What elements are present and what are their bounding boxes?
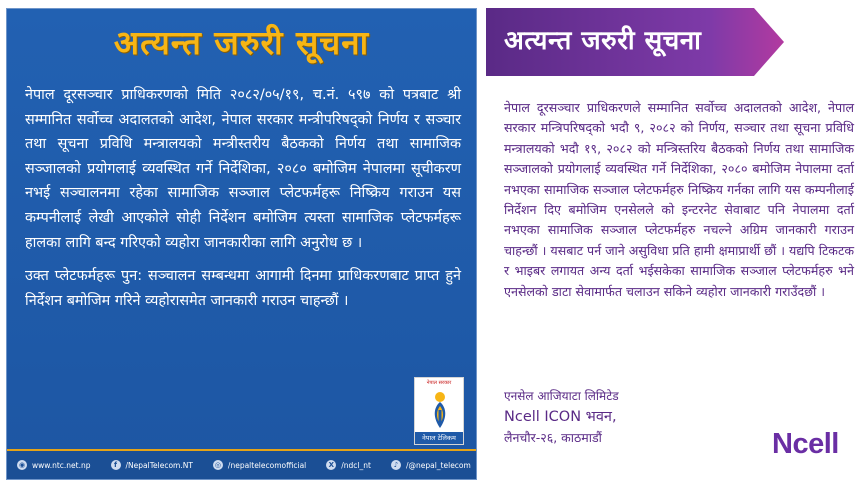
signature-company: एनसेल आजियाटा लिमिटेड (504, 389, 619, 403)
signature-address: लैनचौर-२६, काठमाडौं (504, 430, 602, 445)
nt-body (25, 83, 461, 322)
nt-logo-top-text: नेपाल सरकार (426, 380, 452, 386)
ncell-notice (486, 8, 862, 480)
nt-title: अत्यन्त जरुरी सूचना (113, 23, 370, 62)
ncell-title-banner (486, 8, 790, 76)
tiktok-icon: ♪ (391, 460, 401, 470)
social-link-text: /@nepal_telecom (405, 460, 471, 470)
social-link-text: /nepaltelecomofficial (227, 460, 307, 470)
nt-paragraph-1: नेपाल दूरसञ्चार प्राधिकरणको मिति २०८२/०५/१९, च.नं. ५९७ को पत्रबाट श्री सम्मानित सर्वोच्च अदालतको आदेश, नेपाल सरकार मन्त्रीपरिषद्को निर्णय र सञ्चार तथा सूचना प्रविधि मन्त्रालयको मन्त्रीस्तरीय बैठकको निर्णय तथा सामाजिक सञ्जालको प्रयोगलाई व्यवस्थित गर्ने निर्देशिका, २०८० बमोजिम नेपालमा सूचीकरण नभई सञ्चालनमा रहेका सामाजिक सञ्जाल प्लेटफर्महरू निष्क्रिय गराउन यस कम्पनीलाई लेखी आएकोले सोही निर्देशन बमोजिम त्यस्ता सामाजिक प्लेटफर्महरू हालका लागि बन्द गरिएको व्यहोरा जानकारीका लागि अनुरोध छ । (25, 87, 461, 251)
social-link-text: /ndcl_nt (341, 460, 371, 470)
nepal-telecom-logo (414, 377, 464, 445)
ncell-body: नेपाल दूरसञ्चार प्राधिकरणले सम्मानित सर्वोच्च अदालतको आदेश, नेपाल सरकार मन्त्रिपरिषद्को भदौ ९, २०८२ को निर्णय, सञ्चार तथा सूचना प्रविधि मन्त्रालयको भदौ १९, २०८२ को मन्त्रिस्तरिय बैठकको निर्णय तथा सामाजिक सञ्जालको प्रयोगलाई व्यवस्थित गर्ने निर्देशिका, २०८० बमोजिम नेपालमा दर्ता नभएका सामाजिक सञ्जाल प्लेटफर्महरु निष्क्रिय गर्नका लागि यस कम्पनीलाई निर्देशन दिए बमोजिम एनसेलले को इन्टरनेट सेवाबाट पनि नेपालमा दर्ता नभएका सामाजिक सञ्जाल प्लेटफर्महरु नचल्ने अग्रिम जानकारी गराउन चाहन्छौं । यसबाट पर्न जाने असुविधा प्रति हामी क्षमाप्रार्थी छौं । यद्यपि टिकटक र भाइबर लगायत अन्य दर्ता भईसकेका सामाजिक सञ्जाल प्लेटफर्महरु भने एनसेलको डाटा सेवामार्फत चलाउन सकिने व्यहोरा जानकारी गराउँदछौं । (504, 100, 854, 299)
ncell-logo: Ncell (772, 428, 839, 460)
social-link-text: www.ntc.net.np (32, 460, 91, 470)
nt-logo-text: नेपाल टेलिकम (415, 432, 463, 444)
signature-building: Ncell ICON भवन, (504, 409, 617, 425)
nepal-telecom-emblem-icon (423, 388, 457, 432)
nt-footer (7, 449, 476, 479)
globe-icon: ◉ (18, 461, 26, 469)
nt-title-bar (7, 15, 476, 71)
social-link-facebook[interactable] (111, 460, 193, 470)
social-link-tiktok[interactable] (391, 460, 471, 470)
ncell-signature (504, 386, 619, 448)
x-icon: X (326, 460, 336, 470)
social-link-website[interactable] (17, 460, 91, 470)
social-link-x[interactable] (326, 460, 371, 470)
facebook-icon: f (111, 460, 121, 470)
social-link-instagram[interactable] (213, 460, 306, 470)
nt-paragraph-2: उक्त प्लेटफर्महरू पुन: सञ्चालन सम्बन्धमा आगामी दिनमा प्राधिकरणबाट प्राप्त हुने निर्देशन बमोजिम गरिने व्यहोरासमेत जानकारी गराउन चाहन्छौं । (25, 268, 461, 309)
nepal-telecom-notice (6, 8, 477, 480)
social-link-text: /NepalTelecom.NT (125, 460, 193, 470)
instagram-icon: ◎ (214, 461, 221, 469)
ncell-title: अत्यन्त जरुरी सूचना (504, 26, 702, 56)
